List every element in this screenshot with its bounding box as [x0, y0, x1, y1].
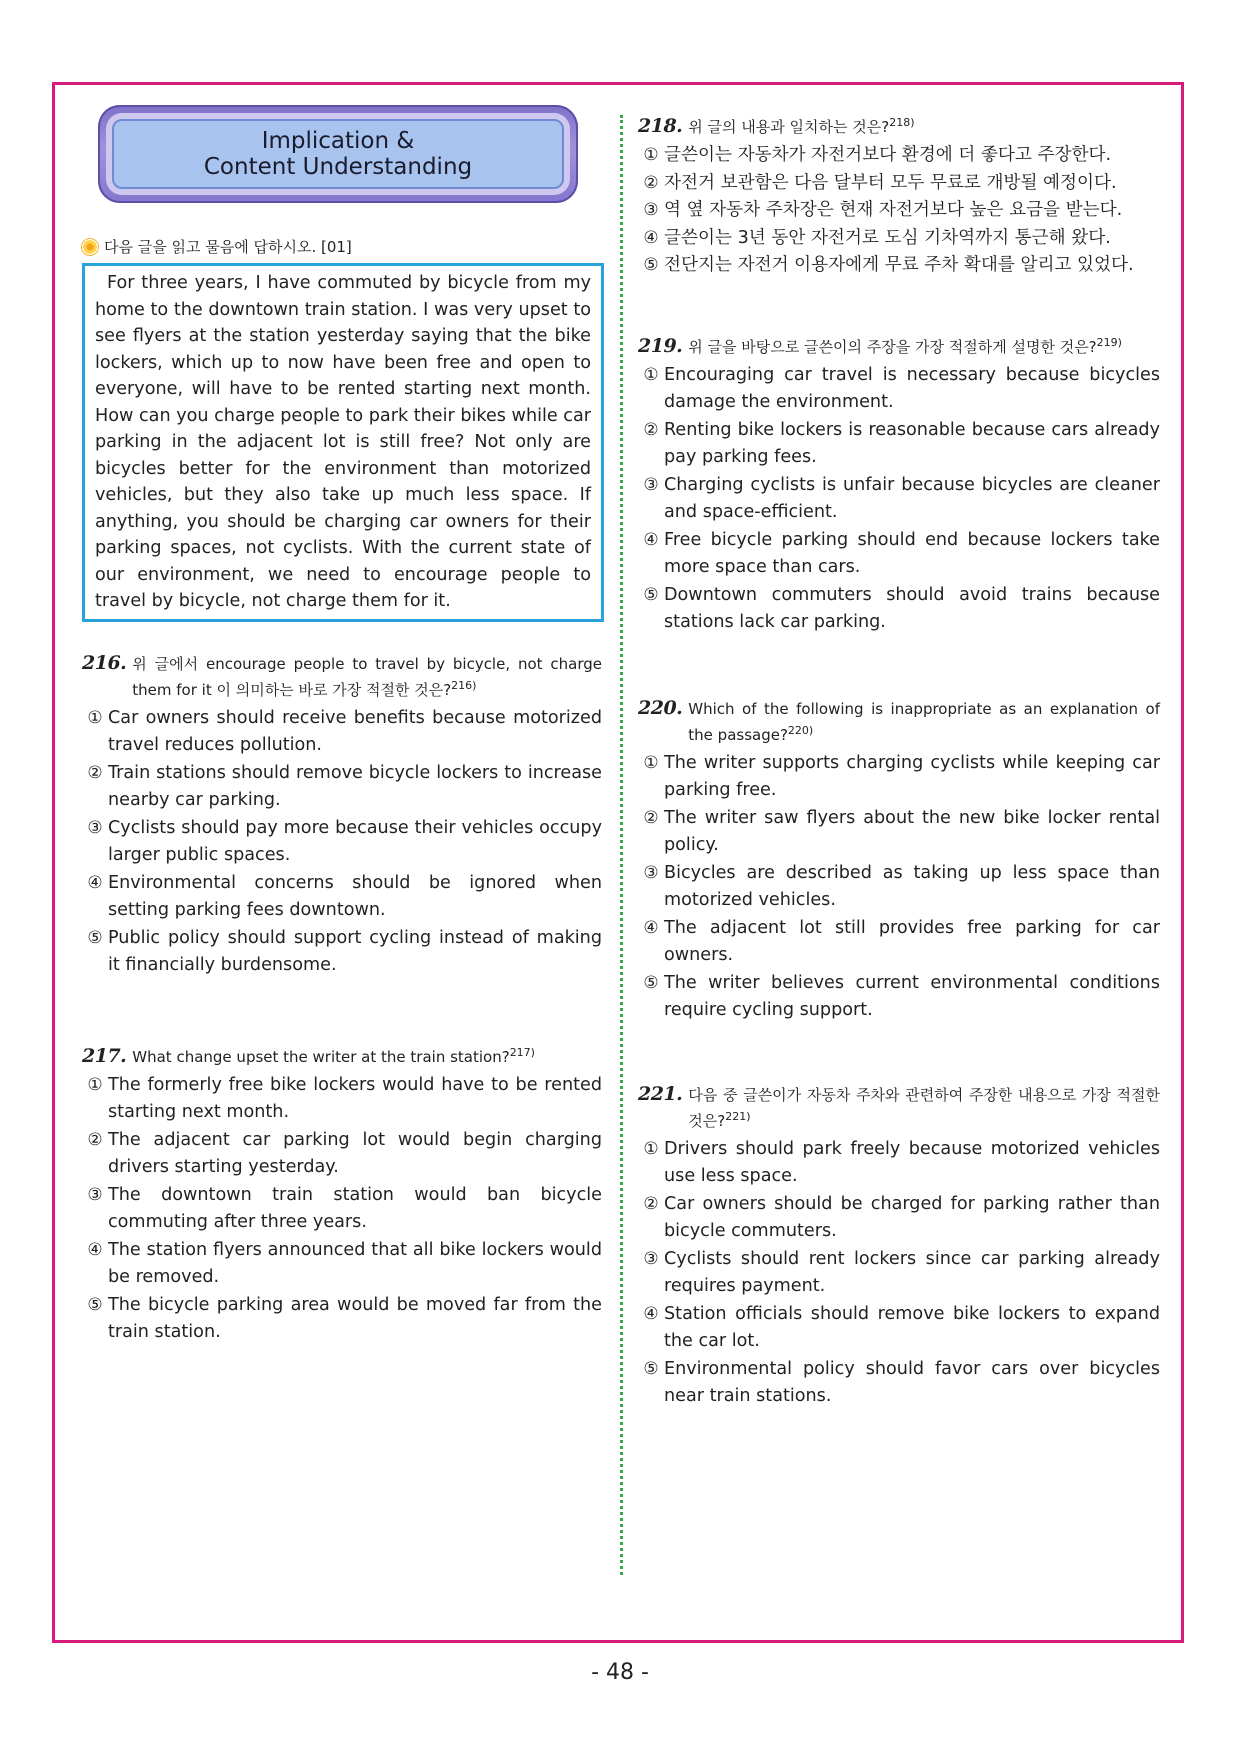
question-number: 220.: [638, 696, 683, 719]
option[interactable]: ② 자전거 보관함은 다음 달부터 모두 무료로 개방될 예정이다.: [643, 172, 1117, 193]
instruction-text: 다음 글을 읽고 물음에 답하시오. [01]: [104, 238, 352, 256]
question-text: Which of the following is inappropriate as an explanation of the passage?$^{220)}$: [688, 699, 1160, 744]
option[interactable]: ② The adjacent car parking lot would begin charging drivers starting yesterday.: [87, 1129, 602, 1177]
option[interactable]: ⑤ Environmental policy should favor cars over bicycles near train stations.: [643, 1358, 1160, 1406]
option[interactable]: ⑤ The writer believes current environmental conditions require cycling support.: [643, 972, 1160, 1020]
option[interactable]: ② Train stations should remove bicycle lockers to increase nearby car parking.: [87, 762, 602, 810]
question-221: [638, 1083, 1160, 1411]
column-divider: [620, 115, 623, 1575]
option[interactable]: ① 글쓴이는 자동차가 자전거보다 환경에 더 좋다고 주장한다.: [643, 145, 1112, 165]
option[interactable]: ② Car owners should be charged for parking rather than bicycle commuters.: [643, 1193, 1160, 1241]
page-number: - 48 -: [591, 1660, 649, 1685]
option[interactable]: ① Drivers should park freely because motorized vehicles use less space.: [643, 1138, 1160, 1186]
option[interactable]: ② Renting bike lockers is reasonable because cars already pay parking fees.: [643, 419, 1160, 467]
question-text: 위 글의 내용과 일치하는 것은?$^{218)}$: [688, 116, 915, 136]
option-list: [82, 1072, 602, 1347]
passage-box: [82, 263, 604, 622]
option[interactable]: ③ The downtown train station would ban bicycle commuting after three years.: [87, 1184, 602, 1232]
passage-text: For three years, I have commuted by bicycle from my home to the downtown train station. I was very upset to see flyers at the station yesterday saying that the bike lockers, which up to now have been free and open to everyone, will have to be rented starting next month. How can you charge people to park their bikes while car parking in the adjacent lot is still free? Not only are bicycles better for the environment than motorized vehicles, but they also take up much less space. If anything, you should be charging car owners for their parking spaces, not cyclists. With the current state of our environment, we need to encourage people to travel by bicycle, not charge them for it.: [95, 273, 591, 611]
question-text: 다음 중 글쓴이가 자동차 주차와 관련하여 주장한 내용으로 가장 적절한 것은?$^{221)}$: [688, 1085, 1160, 1130]
option-list: [638, 362, 1160, 637]
option[interactable]: ④ Environmental concerns should be ignored when setting parking fees downtown.: [87, 872, 602, 920]
question-number: 221.: [638, 1082, 683, 1105]
left-column: [82, 105, 602, 1347]
option[interactable]: ① Car owners should receive benefits because motorized travel reduces pollution.: [87, 707, 602, 755]
question-219: [638, 332, 1160, 637]
option[interactable]: ③ Charging cyclists is unfair because bicycles are cleaner and space-efficient.: [643, 474, 1160, 522]
option[interactable]: ④ 글쓴이는 3년 동안 자전거로 도심 기차역까지 통근해 왔다.: [643, 227, 1111, 248]
question-217: [82, 1042, 602, 1347]
question-text: 위 글에서 encourage people to travel by bicycle, not charge them for it 이 의미하는 바로 가장 적절한 것은?$^{216)}$: [132, 654, 602, 699]
instruction: [82, 237, 602, 257]
option-list: [638, 750, 1160, 1025]
question-number: 218.: [638, 115, 683, 137]
section-banner: [98, 105, 578, 203]
option[interactable]: ③ Bicycles are described as taking up less space than motorized vehicles.: [643, 862, 1160, 910]
question-216: [82, 652, 602, 980]
option[interactable]: ④ Free bicycle parking should end because lockers take more space than cars.: [643, 529, 1160, 577]
option[interactable]: ⑤ Downtown commuters should avoid trains because stations lack car parking.: [643, 584, 1160, 632]
question-number: 219.: [638, 334, 683, 357]
option[interactable]: ④ The adjacent lot still provides free parking for car owners.: [643, 917, 1160, 965]
option[interactable]: ① The formerly free bike lockers would have to be rented starting next month.: [87, 1074, 602, 1122]
option[interactable]: ③ Cyclists should rent lockers since car parking already requires payment.: [643, 1248, 1160, 1296]
option-list: [638, 1136, 1160, 1411]
right-column: [638, 112, 1160, 1411]
question-220: [638, 697, 1160, 1025]
option[interactable]: ① The writer supports charging cyclists while keeping car parking free.: [643, 752, 1160, 800]
question-number: 216.: [82, 651, 127, 674]
question-text: What change upset the writer at the train station?$^{217)}$: [132, 1045, 535, 1066]
option[interactable]: ⑤ 전단지는 자전거 이용자에게 무료 주차 확대를 알리고 있었다.: [643, 255, 1134, 275]
option[interactable]: ④ Station officials should remove bike lockers to expand the car lot.: [643, 1303, 1160, 1351]
option-list: [638, 142, 1160, 280]
option-list: [82, 705, 602, 980]
banner-title-line2: Content Understanding: [203, 154, 473, 180]
flower-icon: [82, 239, 98, 255]
banner-title-line1: Implication &: [261, 128, 415, 154]
option[interactable]: ③ 역 옆 자동차 주차장은 현재 자전거보다 높은 요금을 받는다.: [643, 200, 1123, 220]
question-number: 217.: [82, 1044, 127, 1067]
option[interactable]: ⑤ The bicycle parking area would be moved far from the train station.: [87, 1294, 602, 1342]
option[interactable]: ④ The station flyers announced that all bike lockers would be removed.: [87, 1239, 602, 1287]
option[interactable]: ① Encouraging car travel is necessary because bicycles damage the environment.: [643, 364, 1160, 412]
option[interactable]: ② The writer saw flyers about the new bike locker rental policy.: [643, 807, 1160, 855]
question-text: 위 글을 바탕으로 글쓴이의 주장을 가장 적절하게 설명한 것은?$^{219)}$: [688, 335, 1122, 356]
question-218: [638, 112, 1160, 280]
option[interactable]: ③ Cyclists should pay more because their vehicles occupy larger public spaces.: [87, 817, 602, 865]
option[interactable]: ⑤ Public policy should support cycling instead of making it financially burdensome.: [87, 927, 602, 975]
